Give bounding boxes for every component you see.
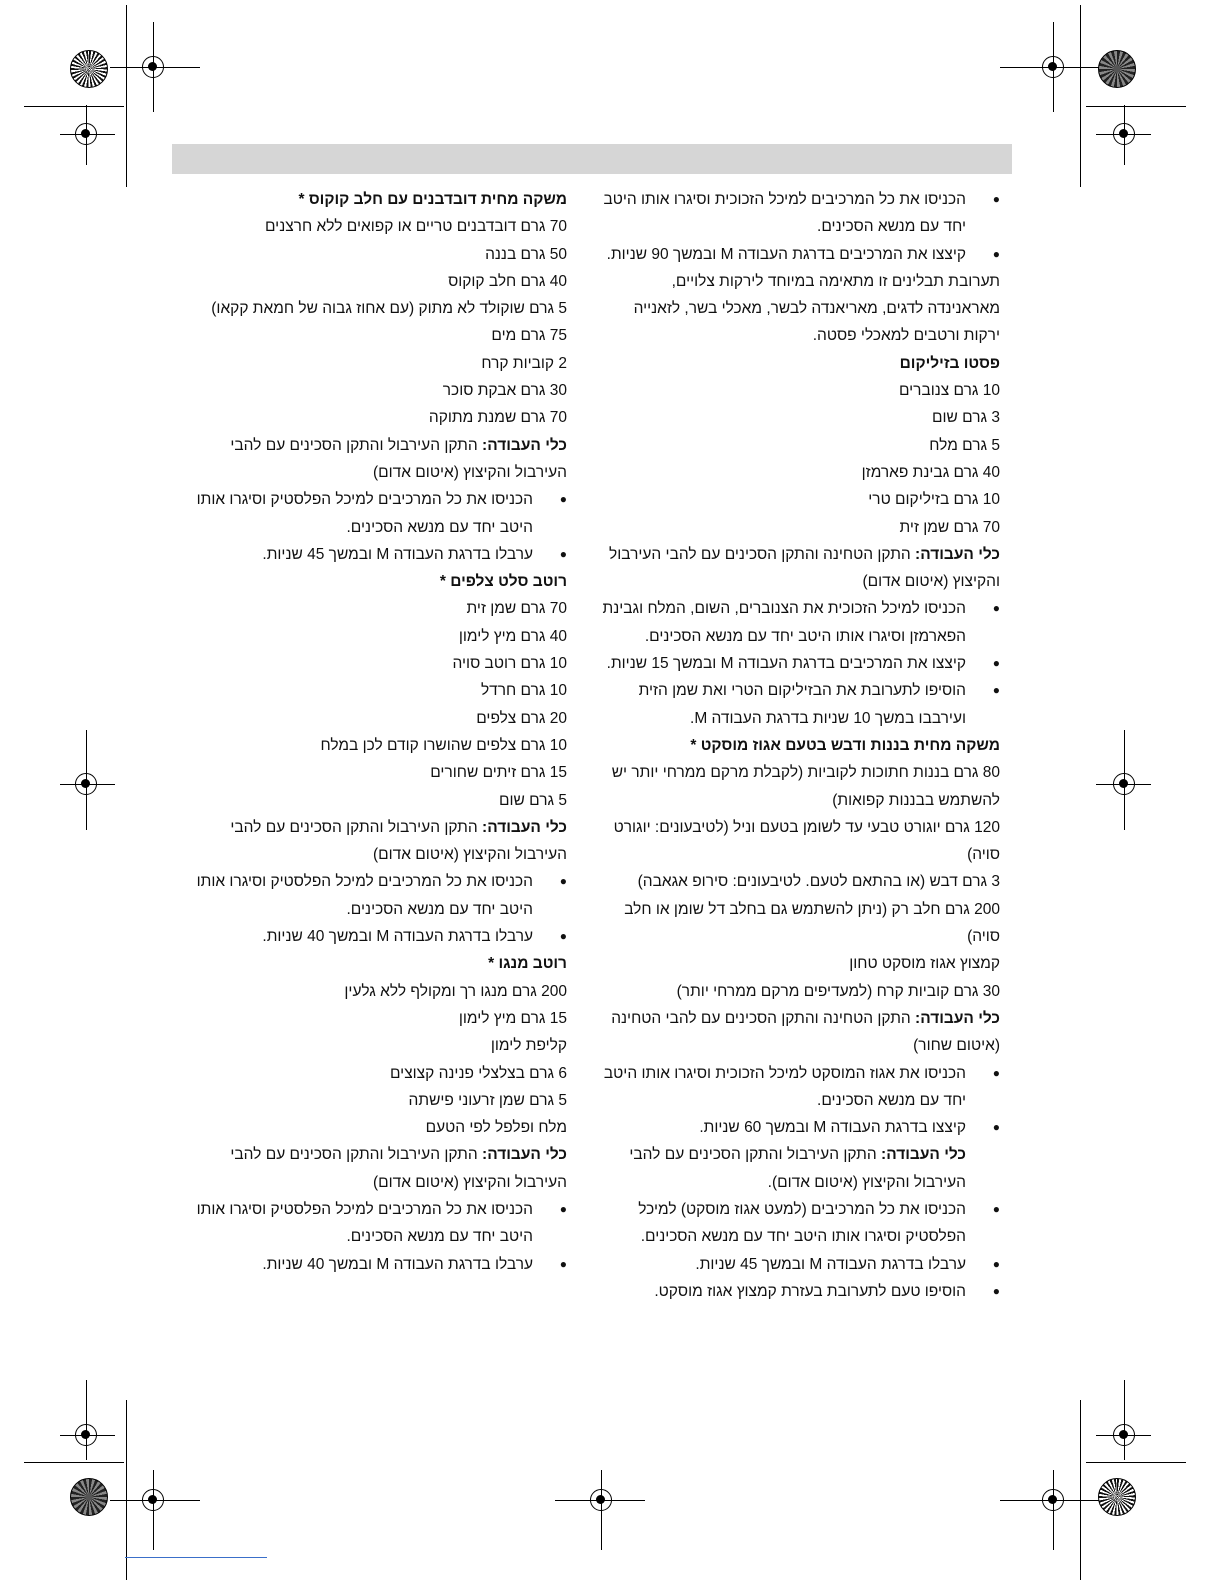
ingredient: 70 גרם שמן זית	[466, 600, 567, 618]
crop-line	[1080, 5, 1081, 187]
ingredient: קליפת לימון	[490, 1037, 567, 1055]
ingredient: 70 גרם דובדבנים טריים או קפואים ללא חרצנים	[264, 218, 567, 236]
list-item: ● הוסיפו טעם לתערובת בעזרת קמצוץ אגוז מוסקט.	[600, 1278, 1000, 1305]
ingredient: 120 גרם יוגורט טבעי עד לשומן בטעם וניל (לטיבעונים: יוגורט סויה)	[613, 818, 1000, 864]
ingredient: 5 גרם שוקולד לא מתוק (עם אחוז גבוה של חמאת קקאו)	[211, 300, 567, 318]
ingredient: 10 גרם חרדל	[480, 682, 567, 700]
header-bar	[172, 144, 1012, 174]
list-item: ● הכניסו את כל המרכיבים למיכל הזכוכית וסיגרו אותו היטב יחד עם מנשא הסכינים.	[600, 186, 1000, 241]
crop-line	[1080, 1400, 1081, 1580]
ingredient: 5 גרם שמן זרעוני פישתה	[408, 1091, 567, 1109]
ingredient: 30 גרם אבקת סוכר	[442, 382, 567, 400]
crosshair-circle-icon	[1113, 123, 1135, 145]
color-wheel-icon	[1098, 1478, 1136, 1516]
crosshair-circle-icon	[142, 56, 164, 78]
color-wheel-icon	[70, 1478, 108, 1516]
list-item: ● הכניסו את כל המרכיבים למיכל הפלסטיק וסיגרו אותו היטב יחד עם מנשא הסכינים.	[175, 868, 567, 923]
list-item: ● הוסיפו לתערובת את הבזיליקום הטרי ואת שמן הזית ועירבבו במשך 10 שניות בדרגת העבודה M.	[600, 677, 1000, 732]
ingredient: 40 גרם מיץ לימון	[458, 627, 567, 645]
ingredient: 200 גרם מנגו רך ומקולף ללא גלעין	[344, 982, 567, 1000]
crosshair-circle-icon	[1042, 56, 1064, 78]
crop-line	[24, 106, 124, 107]
list-item: ● קיצצו את המרכיבים בדרגת העבודה M ובמשך 90 שניות.	[600, 241, 1000, 268]
ingredient: 70 גרם שמן זית	[899, 518, 1000, 536]
tools-label: כלי העבודה:	[482, 1146, 567, 1164]
color-wheel-icon	[1098, 50, 1136, 88]
crosshair-circle-icon	[1113, 1424, 1135, 1446]
ingredient: 40 גרם גבינת פארמזן	[861, 463, 1000, 481]
list-item: ● ערבלו בדרגת העבודה M ובמשך 40 שניות.	[175, 1251, 567, 1278]
ingredient: 3 גרם שום	[932, 409, 1000, 427]
tools-text: התקן הטחינה והתקן הסכינים עם להבי העירבול והקיצוץ (איטום אדום)	[609, 545, 1000, 591]
list-item	[600, 1114, 1000, 1196]
crosshair-circle-icon	[1042, 1489, 1064, 1511]
ingredient: 5 גרם מלח	[929, 436, 1000, 454]
recipe-title: רוטב מנגו *	[488, 955, 567, 973]
list-item: ● הכניסו את כל המרכיבים (למעט אגוז מוסקט) למיכל הפלסטיק וסיגרו אותו היטב יחד עם מנשא הסכינים.	[600, 1196, 1000, 1251]
left-column	[175, 186, 567, 1278]
ingredient: 6 גרם בצלצלי פנינה קצוצים	[389, 1064, 567, 1082]
crosshair-circle-icon	[75, 773, 97, 795]
list-item: ● ערבלו בדרגת העבודה M ובמשך 45 שניות.	[175, 541, 567, 568]
tools-line	[175, 432, 567, 487]
crosshair-circle-icon	[75, 1424, 97, 1446]
list-item: ● הכניסו למיכל הזכוכית את הצנוברים, השום, המלח וגבינת הפארמזן וסיגרו אותו היטב יחד עם מנשא הסכינים.	[600, 595, 1000, 650]
recipe-title: פסטו בזיליקום	[899, 354, 1000, 372]
ingredient: 80 גרם בננות חתוכות לקוביות (לקבלת מרקם ממרחי יותר יש להשתמש בבננות קפואות)	[611, 764, 1000, 809]
crosshair-circle-icon	[1113, 773, 1135, 795]
tools-text: התקן העירבול והתקן הסכינים עם להבי העירבול והקיצוץ (איטום אדום)	[230, 818, 567, 864]
tools-text: התקן העירבול והתקן הסכינים עם להבי העירבול והקיצוץ (איטום אדום)	[230, 1146, 567, 1191]
ingredient: 40 גרם חלב קוקוס	[448, 272, 567, 290]
list-item: ● ערבלו בדרגת העבודה M ובמשך 40 שניות.	[175, 923, 567, 950]
recipe-title: משקה מחית בננות ודבש בטעם אגוז מוסקט *	[690, 736, 1000, 754]
list-item: ● ערבלו בדרגת העבודה M ובמשך 45 שניות.	[600, 1251, 1000, 1278]
ingredient: 3 גרם דבש (או בהתאם לטעם. לטיבעונים: סירופ אגאבה)	[637, 873, 1000, 891]
recipe-title: רוטב סלט צלפים *	[439, 573, 567, 591]
recipe-title: משקה מחית דובדבנים עם חלב קוקוס *	[298, 191, 567, 208]
footer-rule	[125, 1557, 267, 1558]
ingredient: 75 גרם מים	[491, 327, 567, 345]
ingredient: 20 גרם צלפים	[476, 709, 567, 727]
paragraph: תערובת תבלינים זו מתאימה במיוחד לירקות צלויים, מאראנינדה לדגים, מאריאנדה לבשר, מאכלי בשר, לזאנייה ירקות ורטבים למאכלי פסטה.	[633, 272, 1000, 345]
right-column	[600, 186, 1000, 1305]
ingredient: 70 גרם שמנת מתוקה	[428, 409, 567, 427]
list-item: ● הכניסו את כל המרכיבים למיכל הפלסטיק וסיגרו אותו היטב יחד עם מנשא הסכינים.	[175, 1196, 567, 1251]
crosshair-circle-icon	[590, 1489, 612, 1511]
tools-label: כלי העבודה:	[915, 1009, 1000, 1027]
color-wheel-icon	[70, 50, 108, 88]
registration-crosshair	[86, 1380, 87, 1460]
tools-text: התקן העירבול והתקן הסכינים עם להבי העירבול והקיצוץ (איטום אדום).	[629, 1146, 966, 1191]
tools-text: התקן העירבול והתקן הסכינים עם להבי העירבול והקיצוץ (איטום אדום)	[230, 436, 567, 481]
ingredient: 10 גרם צלפים שהושרו קודם לכן במלח	[320, 736, 567, 754]
tools-text: התקן הטחינה והתקן הסכינים עם להבי הטחינה (איטום שחור)	[611, 1009, 1000, 1055]
tools-line	[600, 541, 1000, 596]
crop-line	[1086, 106, 1186, 107]
crop-line	[1086, 1462, 1186, 1463]
crop-line	[24, 1462, 124, 1463]
crosshair-circle-icon	[142, 1489, 164, 1511]
registration-crosshair	[1124, 1380, 1125, 1460]
tools-label: כלי העבודה:	[482, 818, 567, 836]
ingredient: 10 גרם צנוברים	[898, 382, 1000, 400]
ingredient: 200 גרם חלב רק (ניתן להשתמש גם בחלב דל שומן או חלב סויה)	[624, 900, 1000, 946]
crop-line	[126, 1400, 127, 1580]
tools-label: כלי העבודה:	[915, 545, 1000, 563]
crosshair-circle-icon	[75, 123, 97, 145]
tools-line	[175, 814, 567, 869]
step-text: קיצצו בדרגת העבודה M ובמשך 60 שניות.	[699, 1119, 966, 1137]
tools-line	[175, 1141, 567, 1196]
ingredient: מלח ופלפל לפי הטעם	[425, 1119, 567, 1137]
ingredient: 50 גרם בננה	[485, 245, 567, 263]
ingredient: קמצוץ אגוז מוסקט טחון	[849, 955, 1000, 973]
ingredient: 30 גרם קוביות קרח (למעדיפים מרקם ממרחי יותר)	[676, 982, 1000, 1000]
tools-line	[600, 1005, 1000, 1060]
ingredient: 15 גרם זיתים שחורים	[430, 764, 567, 782]
ingredient: 10 גרם רוטב סויה	[452, 655, 567, 673]
ingredient: 10 גרם בזיליקום טרי	[868, 491, 1000, 509]
list-item: ● הכניסו את אגוז המוסקט למיכל הזכוכית וסיגרו אותו היטב יחד עם מנשא הסכינים.	[600, 1060, 1000, 1115]
ingredient: 2 קוביות קרח	[481, 354, 567, 372]
crop-line	[126, 5, 127, 187]
ingredient: 5 גרם שום	[499, 791, 567, 809]
tools-label: כלי העבודה:	[881, 1146, 966, 1164]
list-item: ● קיצצו את המרכיבים בדרגת העבודה M ובמשך 15 שניות.	[600, 650, 1000, 677]
tools-label: כלי העבודה:	[482, 436, 567, 454]
ingredient: 15 גרם מיץ לימון	[458, 1009, 567, 1027]
list-item: ● הכניסו את כל המרכיבים למיכל הפלסטיק וסיגרו אותו היטב יחד עם מנשא הסכינים.	[175, 486, 567, 541]
